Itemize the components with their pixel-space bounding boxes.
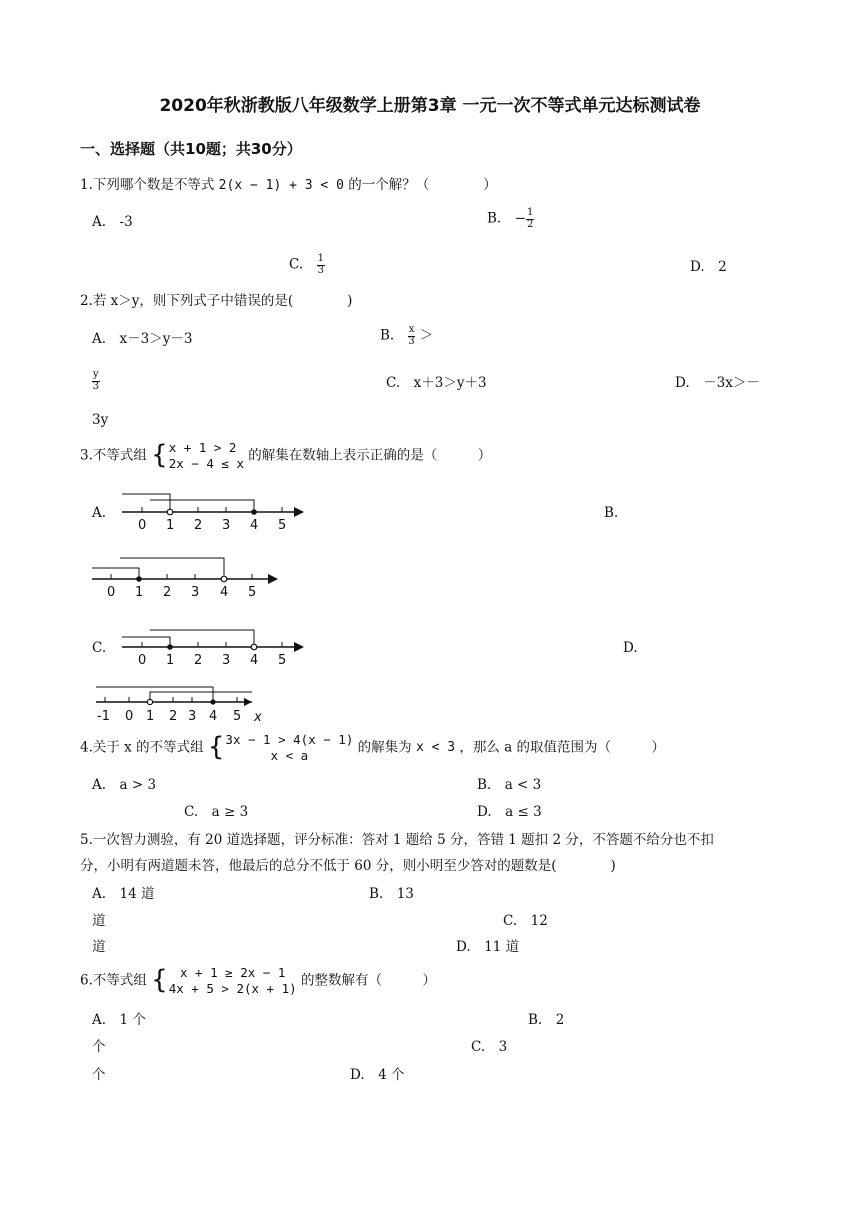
system-lines bbox=[169, 440, 244, 471]
solid-point-1 bbox=[167, 644, 173, 650]
q1-text-after: 的一个解？（ ） bbox=[343, 177, 497, 193]
system-line-1: 3x − 1 > 4(x − 1) bbox=[225, 732, 354, 747]
q6-text-after: 的整数解有（ ） bbox=[296, 972, 436, 989]
q3-inequality-system bbox=[151, 440, 244, 471]
q1-expression: 2(x − 1) + 3 < 0 bbox=[218, 178, 344, 193]
solid-point-4 bbox=[210, 699, 215, 704]
open-point-1 bbox=[147, 699, 152, 704]
axis-arrow bbox=[294, 507, 304, 517]
tick-label-5: 5 bbox=[278, 653, 287, 667]
q1-option-c-fraction bbox=[317, 254, 325, 276]
q1-option-b-label: B. bbox=[487, 210, 515, 227]
q2-option-a: A. x－3＞y－3 bbox=[92, 331, 193, 347]
axis-arrow bbox=[244, 698, 252, 706]
tick-label-2: 2 bbox=[194, 518, 203, 532]
q3-option-d-number-line bbox=[92, 682, 272, 724]
axis-variable: x bbox=[254, 710, 262, 724]
q1-option-b bbox=[487, 208, 534, 230]
tick-label-3: 3 bbox=[191, 585, 200, 599]
tick-label-neg1: -1 bbox=[97, 709, 110, 724]
q1-option-d: D. 2 bbox=[690, 259, 727, 275]
q2-option-b bbox=[380, 325, 433, 347]
solid-point-4 bbox=[251, 509, 257, 515]
q4-text-mid: 的解集为 bbox=[353, 739, 416, 756]
question-6-stem bbox=[80, 965, 436, 996]
q2-option-d: D. －3x＞－ bbox=[675, 375, 760, 391]
tick-label-0: 0 bbox=[107, 585, 116, 599]
tick-label-4: 4 bbox=[220, 585, 229, 599]
q4-option-b: B. a < 3 bbox=[477, 777, 542, 793]
axis-arrow bbox=[268, 574, 278, 584]
tick-label-5: 5 bbox=[233, 709, 242, 724]
question-2-stem: 2.若 x＞y，则下列式子中错误的是( ) bbox=[80, 293, 353, 309]
tick-label-1: 1 bbox=[166, 518, 175, 532]
q5-option-c: C. 12 bbox=[503, 913, 548, 929]
q2-y-over-3-fraction bbox=[92, 370, 100, 392]
denominator: 3 bbox=[92, 380, 100, 392]
q2-option-b-label: B. bbox=[380, 327, 408, 344]
q4-condition: x < 3 bbox=[415, 739, 456, 755]
numerator: x bbox=[408, 324, 415, 335]
system-lines bbox=[225, 732, 353, 763]
q4-option-d: D. a ≤ 3 bbox=[477, 804, 542, 820]
tick-label-5: 5 bbox=[248, 585, 257, 599]
question-1-stem bbox=[80, 177, 497, 194]
tick-label-2: 2 bbox=[194, 653, 203, 667]
page-title: 2020年秋浙教版八年级数学上册第3章 一元一次不等式单元达标测试卷 bbox=[159, 96, 701, 116]
open-point-1 bbox=[167, 509, 173, 515]
q5-option-a: A. 14 道 bbox=[92, 886, 155, 902]
question-3-stem bbox=[80, 440, 491, 471]
tick-label-4: 4 bbox=[250, 518, 259, 532]
q1-option-a: A. -3 bbox=[92, 214, 133, 230]
q1-option-c bbox=[289, 254, 325, 276]
tick-label-0: 0 bbox=[138, 518, 147, 532]
system-lines bbox=[169, 965, 297, 996]
ray-left-from-1 bbox=[92, 568, 139, 579]
system-line-1: x + 1 ≥ 2x − 1 bbox=[180, 965, 286, 980]
q2-option-d-continuation: 3y bbox=[92, 412, 109, 428]
left-brace: { bbox=[207, 732, 225, 763]
system-line-2: 4x + 5 > 2(x + 1) bbox=[168, 980, 297, 996]
tick-label-0: 0 bbox=[138, 653, 147, 667]
ray-left-from-1 bbox=[122, 637, 170, 647]
tick-label-3: 3 bbox=[222, 653, 231, 667]
numerator: 1 bbox=[317, 253, 325, 264]
q1-option-c-label: C. bbox=[289, 256, 317, 273]
ray-left-from-4 bbox=[96, 687, 213, 702]
denominator: 3 bbox=[408, 335, 415, 347]
q3-text-after: 的解集在数轴上表示正确的是（ ） bbox=[243, 447, 492, 464]
solid-point-1 bbox=[136, 576, 142, 582]
open-point-4 bbox=[251, 644, 257, 650]
q1-text-before: 1.下列哪个数是不等式 bbox=[80, 177, 219, 193]
question-5-line-1: 5.一次智力测验，有 20 道选择题，评分标准：答对 1 题给 5 分，答错 1 题扣 2 分，不答题不给分也不扣 bbox=[80, 832, 714, 848]
tick-label-3: 3 bbox=[188, 709, 197, 724]
tick-label-0: 0 bbox=[125, 709, 134, 724]
q5-option-c-continuation: 道 bbox=[92, 939, 106, 955]
left-brace: { bbox=[151, 440, 168, 471]
ray-left-from-4 bbox=[150, 500, 254, 512]
q6-option-b: B. 2 bbox=[528, 1012, 565, 1028]
q1-option-b-sign: − bbox=[514, 210, 527, 227]
q6-text-before: 6.不等式组 bbox=[80, 972, 152, 989]
q4-text-before: 4.关于 x 的不等式组 bbox=[80, 739, 208, 756]
q3-option-b-label: B. bbox=[604, 505, 619, 521]
q6-option-b-continuation: 个 bbox=[92, 1039, 106, 1055]
tick-label-4: 4 bbox=[209, 709, 218, 724]
ray-left-from-1 bbox=[122, 494, 170, 512]
numerator: y bbox=[93, 369, 99, 380]
numerator: 1 bbox=[527, 207, 534, 218]
q6-inequality-system bbox=[151, 965, 296, 996]
q1-option-b-fraction bbox=[526, 208, 534, 230]
ray-left-from-4 bbox=[150, 630, 254, 647]
q3-option-b-number-line bbox=[88, 553, 283, 599]
system-line-1: x + 1 > 2 bbox=[168, 440, 237, 455]
tick-label-2: 2 bbox=[163, 585, 172, 599]
tick-label-4: 4 bbox=[250, 653, 259, 667]
tick-label-3: 3 bbox=[222, 518, 231, 532]
q3-text-before: 3.不等式组 bbox=[80, 447, 152, 464]
question-4-stem bbox=[80, 732, 665, 763]
tick-label-2: 2 bbox=[169, 709, 178, 724]
q4-inequality-system bbox=[208, 732, 353, 763]
q4-text-after: ，那么 a 的取值范围为（ ） bbox=[455, 739, 666, 756]
tick-label-1: 1 bbox=[135, 585, 144, 599]
axis-arrow bbox=[294, 642, 304, 652]
q3-option-c-label: C. bbox=[92, 640, 107, 656]
q6-option-a: A. 1 个 bbox=[92, 1012, 146, 1028]
q6-option-d: D. 4 个 bbox=[350, 1067, 405, 1083]
section-heading: 一、选择题（共10题；共30分） bbox=[80, 140, 302, 158]
denominator: 2 bbox=[527, 218, 534, 230]
left-brace: { bbox=[151, 965, 168, 996]
q2-option-b-continuation bbox=[92, 370, 100, 392]
q6-option-c: C. 3 bbox=[471, 1039, 508, 1055]
q2-option-b-gt: ＞ bbox=[415, 327, 434, 344]
tick-label-1: 1 bbox=[166, 653, 175, 667]
q4-option-a: A. a > 3 bbox=[92, 777, 157, 793]
q5-option-b: B. 13 bbox=[369, 886, 414, 902]
open-point-4 bbox=[221, 576, 227, 582]
tick-label-5: 5 bbox=[278, 518, 287, 532]
question-5-line-2: 分，小明有两道题未答，他最后的总分不低于 60 分，则小明至少答对的题数是( ) bbox=[80, 858, 616, 874]
q4-option-c: C. a ≥ 3 bbox=[184, 804, 249, 820]
q3-option-c-number-line bbox=[118, 625, 308, 667]
q3-option-a-number-line bbox=[118, 490, 308, 532]
q3-option-a-label: A. bbox=[92, 505, 107, 521]
q5-option-b-continuation: 道 bbox=[92, 913, 106, 929]
q6-option-c-continuation: 个 bbox=[92, 1067, 106, 1083]
q3-option-d-label: D. bbox=[623, 640, 638, 656]
q2-option-c: C. x＋3＞y＋3 bbox=[386, 375, 487, 391]
denominator: 3 bbox=[317, 264, 325, 276]
system-line-2: 2x − 4 ≤ x bbox=[168, 455, 244, 471]
system-line-2: x < a bbox=[270, 747, 309, 763]
tick-label-1: 1 bbox=[146, 709, 155, 724]
q5-option-d: D. 11 道 bbox=[456, 939, 520, 955]
